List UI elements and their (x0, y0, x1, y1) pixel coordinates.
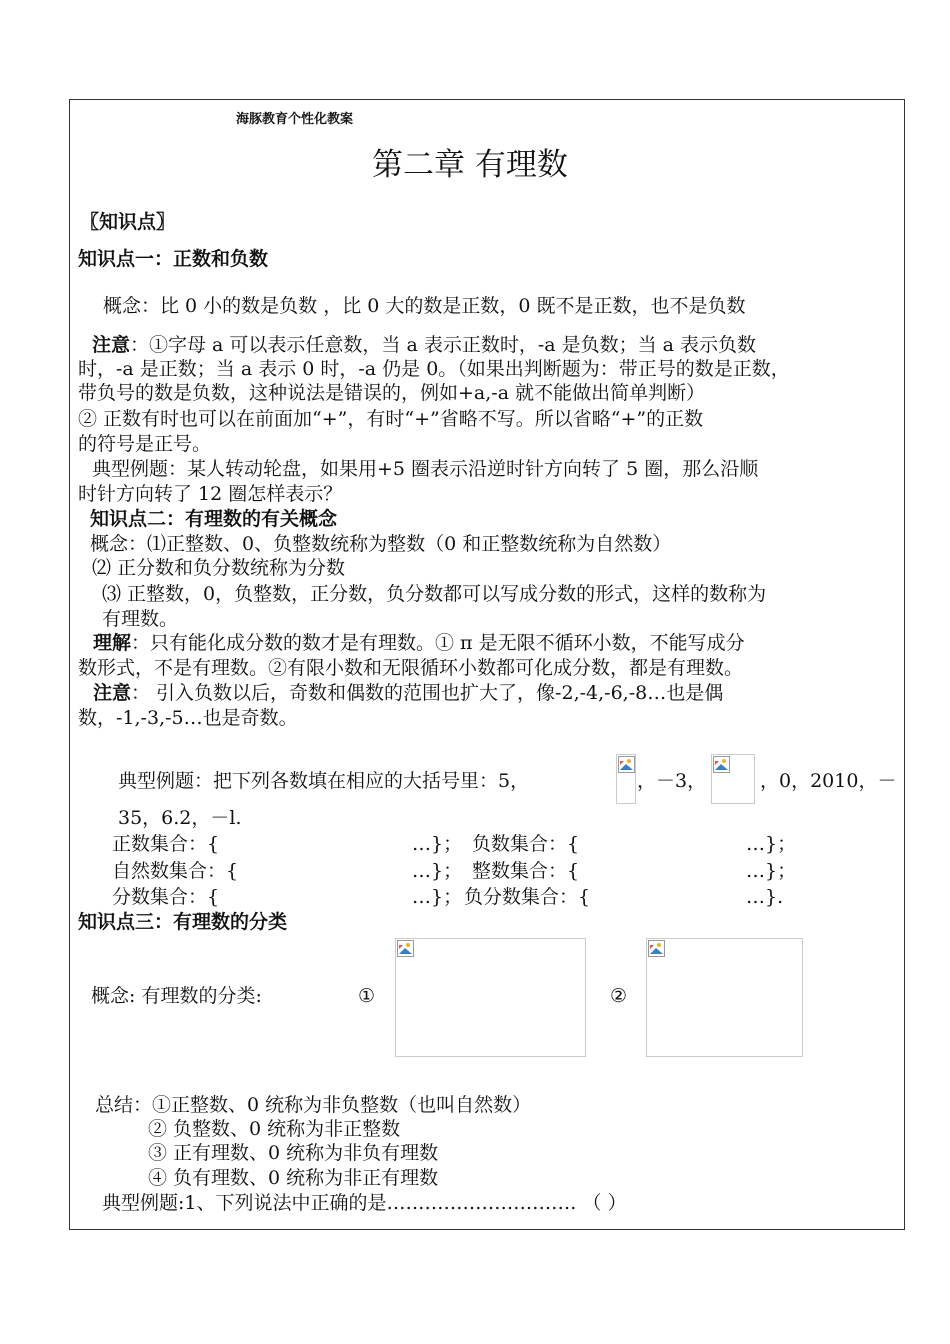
kp1-note-text: ：①字母 a 可以表示任意数，当 a 表示正数时，-a 是负数；当 a 表示负数 (130, 334, 757, 356)
summary-line1: 总结：①正整数、0 统称为非负整数（也叫自然数） (95, 1094, 532, 1116)
kp2-understand-text: ：只有能化成分数的数才是有理数。① π 是无限不循环小数，不能写成分 (131, 632, 745, 654)
set-integer: 整数集合：{ (472, 860, 580, 882)
set-neg-fraction: 负分数集合：{ (464, 886, 591, 908)
set-negative-close: …}； (746, 833, 797, 855)
summary-line4: ④ 负有理数、0 统称为非正有理数 (148, 1167, 439, 1189)
broken-image-icon (618, 756, 635, 773)
kp2-heading: 知识点二：有理数的有关概念 (90, 508, 338, 530)
set-fraction-close: …}； (412, 886, 463, 908)
kp3-example: 典型例题:1、下列说法中正确的是………………………… （ ） (102, 1192, 627, 1214)
set-natural: 自然数集合：{ (112, 860, 239, 882)
broken-image-icon (713, 756, 730, 773)
set-neg-fraction-close: …}. (746, 886, 784, 908)
chapter-title: 第二章 有理数 (372, 147, 568, 183)
kp1-note-label: 注意 (92, 334, 131, 356)
kp2-example-part1: 典型例题：把下列各数填在相应的大括号里：5， (118, 770, 530, 792)
kp1-example-line2: 时针方向转了 12 圈怎样表示？ (78, 483, 343, 505)
classification-diagram-1 (395, 938, 586, 1057)
kp2-note-line2: 数，-1,-3,-5…也是奇数。 (78, 707, 298, 729)
doc-header: 海豚教育个性化教案 (236, 112, 354, 127)
kp2-concept-line3: ⑶ 正整数，0，负整数，正分数，负分数都可以写成分数的形式，这样的数称为 (102, 583, 767, 605)
kp1-note-line4: ② 正数有时也可以在前面加“+”，有时“+”省略不写。所以省略“+”的正数 (78, 408, 704, 430)
kp1-concept: 概念：比 0 小的数是负数 ，比 0 大的数是正数，0 既不是正数，也不是负数 (103, 295, 746, 317)
broken-image-icon (397, 940, 414, 957)
inline-image-1 (616, 754, 636, 804)
kp2-understand-line1 (93, 631, 745, 655)
set-positive: 正数集合：{ (112, 833, 220, 855)
kp3-heading: 知识点三：有理数的分类 (78, 911, 288, 933)
kp2-example-part2: ，－3， (637, 770, 707, 792)
kp2-note-text: ： 引入负数以后，奇数和偶数的范围也扩大了，像-2,-4,-6,-8…也是偶 (131, 682, 724, 704)
kp1-note-line1 (92, 333, 756, 357)
kp2-example-line2: 35，6.2，－l. (118, 807, 242, 829)
kp3-concept: 概念: 有理数的分类: (91, 985, 262, 1007)
summary-line2: ② 负整数、0 统称为非正整数 (148, 1118, 401, 1140)
broken-image-icon (648, 940, 665, 957)
kp2-concept-line2: ⑵ 正分数和负分数统称为分数 (92, 557, 346, 579)
summary-line3: ③ 正有理数、0 统称为非负有理数 (148, 1142, 439, 1164)
kp2-concept-line4: 有理数。 (102, 608, 179, 630)
kp2-note-label: 注意 (93, 682, 132, 704)
kp1-example-line1: 典型例题：某人转动轮盘，如果用+5 圈表示沿逆时针方向转了 5 圈，那么沿顺 (92, 458, 759, 480)
kp2-concept-line1: 概念：⑴正整数、0、负整数统称为整数（0 和正整数统称为自然数） (90, 533, 672, 555)
set-negative: 负数集合：{ (472, 833, 580, 855)
kp1-heading: 知识点一：正数和负数 (78, 248, 269, 270)
kp1-note-line5: 的符号是正号。 (78, 433, 212, 455)
kp2-understand-label: 理解 (93, 632, 132, 654)
kp3-mark1: ① (358, 985, 376, 1007)
kp1-note-line2: 时，-a 是正数；当 a 表示 0 时，-a 仍是 0。（如果出判断题为：带正号的数是正数， (78, 358, 790, 380)
classification-diagram-2 (646, 938, 803, 1057)
kp1-note-line3: 带负号的数是负数，这种说法是错误的，例如+a,-a 就不能做出简单判断） (78, 382, 706, 404)
inline-image-2 (711, 754, 755, 804)
section-heading: 〖知识点〗 (80, 211, 176, 233)
kp2-understand-line2: 数形式，不是有理数。②有限小数和无限循环小数都可化成分数，都是有理数。 (78, 657, 744, 679)
set-fraction: 分数集合：{ (112, 886, 220, 908)
set-integer-close: …}； (746, 860, 797, 882)
kp3-mark2: ② (610, 985, 628, 1007)
kp2-example-part3: ，0，2010，－ (760, 770, 897, 792)
set-positive-close: …}； (412, 833, 463, 855)
kp2-note-line1 (93, 681, 723, 705)
set-natural-close: …}； (412, 860, 463, 882)
